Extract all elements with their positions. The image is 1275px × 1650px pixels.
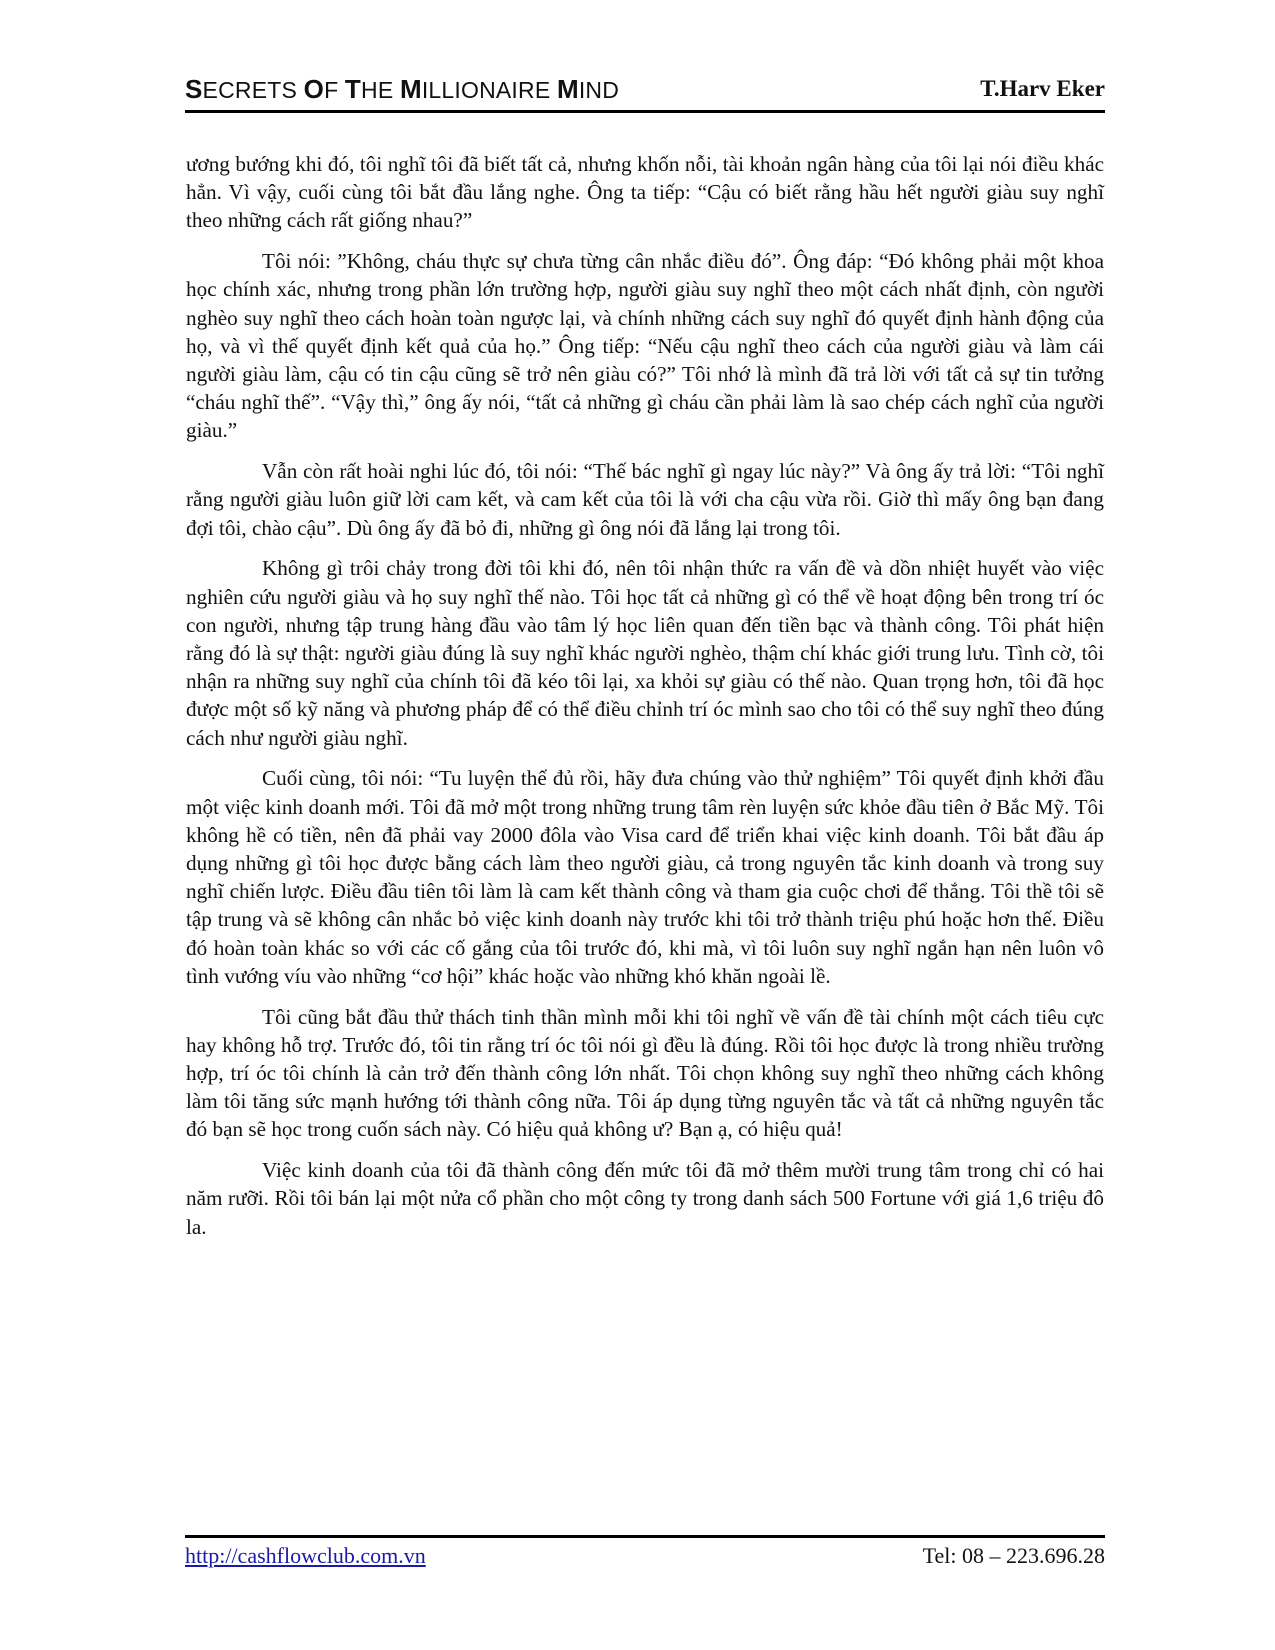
book-title-part: ECRETS [202, 77, 304, 103]
paragraph: Vẫn còn rất hoài nghi lúc đó, tôi nói: “Thế bác nghĩ gì ngay lúc này?” Và ông ấy trả lời: “Tôi nghĩ rằng người giàu luôn giữ lời cam kết, và cam kết của tôi là với cha cậu vừa rồi. Giờ thì mấy ông bạn đang đợi tôi, chào cậu”. Dù ông ấy đã bỏ đi, những gì ông nói đã lắng lại trong tôi. [186, 459, 1104, 540]
paragraph: Không gì trôi chảy trong đời tôi khi đó, nên tôi nhận thức ra vấn đề và dồn nhiệt huyết vào việc nghiên cứu người giàu và họ suy nghĩ thế nào. Tôi học tất cả những gì có thể về hoạt động bên trong trí óc con người, nhưng tập trung hàng đầu vào tâm lý học liên quan đến tiền bạc và thành công. Tôi phát hiện rằng đó là sự thật: người giàu đúng là suy nghĩ khác người nghèo, thậm chí khác giới trung lưu. Tình cờ, tôi nhận ra những suy nghĩ của chính tôi đã kéo tôi lại, xa khỏi sự giàu có thế nào. Quan trọng hơn, tôi đã học được một số kỹ năng và phương pháp để có thể điều chỉnh trí óc mình sao cho tôi có thể suy nghĩ theo đúng cách như người giàu nghĩ. [186, 556, 1104, 750]
book-title-part: M [556, 74, 579, 104]
book-title-part: O [303, 74, 325, 104]
paragraph: Tôi cũng bắt đầu thử thách tinh thần mình mỗi khi tôi nghĩ về vấn đề tài chính một cách tiêu cực hay không hỗ trợ. Trước đó, tôi tin rằng trí óc tôi nói gì đều là đúng. Rồi tôi học được là trong nhiều trường hợp, trí óc tôi chính là cản trở đến thành công lớn nhất. Tôi chọn không suy nghĩ theo những cách không làm tôi tăng sức mạnh hướng tới thành công nữa. Tôi áp dụng từng nguyên tắc và tất cả những nguyên tắc đó bạn sẽ học trong cuốn sách này. Có hiệu quả không ư? Bạn ạ, có hiệu quả! [186, 1004, 1104, 1142]
book-title-part: HE [361, 77, 400, 103]
paragraph: Việc kinh doanh của tôi đã thành công đến mức tôi đã mở thêm mười trung tâm trong chỉ có hai năm rưỡi. Rồi tôi bán lại một nửa cổ phần cho một công ty trong danh sách 500 Fortune với giá 1,6 triệu đô la. [186, 1158, 1104, 1239]
header-divider [185, 110, 1105, 113]
book-title-part: F [324, 77, 345, 103]
website-link[interactable]: http://cashflowclub.com.vn [185, 1543, 426, 1568]
book-title-part: IND [578, 77, 620, 103]
book-title-part: T [344, 74, 362, 104]
book-title-part: M [399, 74, 422, 104]
page-footer [185, 1543, 1105, 1573]
book-title-part: S [185, 74, 203, 104]
book-title-part: ILLIONAIRE [421, 77, 557, 103]
page-header [185, 74, 1105, 112]
paragraph: Tôi nói: ”Không, cháu thực sự chưa từng cân nhắc điều đó”. Ông đáp: “Đó không phải một khoa học chính xác, nhưng trong phần lớn trường hợp, người giàu suy nghĩ theo một cách nhất định, còn người nghèo suy nghĩ theo cách hoàn toàn ngược lại, và chính những cách suy nghĩ đó quyết định hành động của họ, và vì thế quyết định kết quả của họ.” Ông tiếp: “Nếu cậu nghĩ theo cách của người giàu và làm cái người giàu làm, cậu có tin cậu cũng sẽ trở nên giàu có?” Tôi nhớ là mình đã trả lời với tất cả sự tin tưởng “cháu nghĩ thế”. “Vậy thì,” ông ấy nói, “tất cả những gì cháu cần phải làm là sao chép cách nghĩ của người giàu.” [186, 249, 1104, 443]
author-name: T.Harv Eker [980, 76, 1105, 101]
book-title [185, 74, 619, 105]
paragraph: ương bướng khi đó, tôi nghĩ tôi đã biết tất cả, nhưng khốn nỗi, tài khoản ngân hàng của tôi lại nói điều khác hẳn. Vì vậy, cuối cùng tôi bắt đầu lắng nghe. Ông ta tiếp: “Cậu có biết rằng hầu hết người giàu suy nghĩ theo những cách rất giống nhau?” [186, 152, 1104, 233]
body-text [186, 150, 1104, 1253]
footer-divider [185, 1535, 1105, 1538]
paragraph: Cuối cùng, tôi nói: “Tu luyện thế đủ rồi, hãy đưa chúng vào thử nghiệm” Tôi quyết định khởi đầu một việc kinh doanh mới. Tôi đã mở một trong những trung tâm rèn luyện sức khỏe đầu tiên ở Bắc Mỹ. Tôi không hề có tiền, nên đã phải vay 2000 đôla vào Visa card để triển khai việc kinh doanh. Tôi bắt đầu áp dụng những gì tôi học được bằng cách làm theo người giàu, cả trong nguyên tắc kinh doanh và trong suy nghĩ chiến lược. Điều đầu tiên tôi làm là cam kết thành công và tham gia cuộc chơi để thắng. Tôi thề tôi sẽ tập trung và sẽ không cân nhắc bỏ việc kinh doanh này trước khi tôi trở thành triệu phú hoặc hơn thế. Điều đó hoàn toàn khác so với các cố gắng của tôi trước đó, khi mà, vì tôi luôn suy nghĩ ngắn hạn nên luôn vô tình vướng víu vào những “cơ hội” khác hoặc vào những khó khăn ngoài lề. [186, 766, 1104, 988]
phone-number: Tel: 08 – 223.696.28 [922, 1543, 1105, 1568]
